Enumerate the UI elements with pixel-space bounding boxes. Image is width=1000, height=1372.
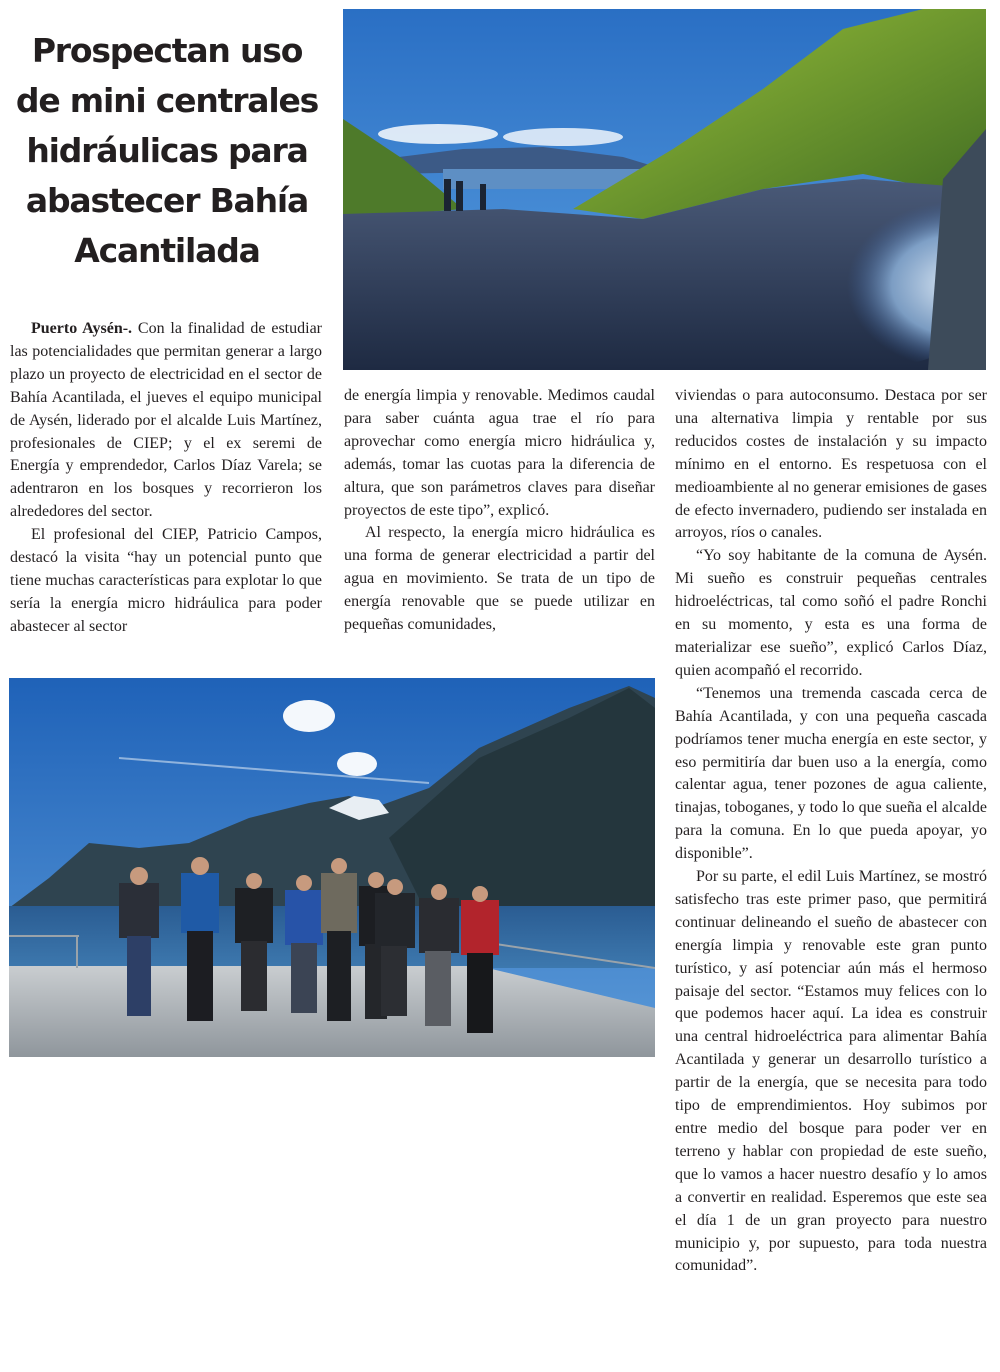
paragraph: “Yo soy habitante de la comuna de Aysén. Mi sueño es construir pequeñas centrales hidroeléctricas, tal como soñó el padre Ronchi en su momento, y esta es una forma de materializar ese sueño”, explicó Carlos Díaz, quien acompañó el recorrido. xyxy=(675,547,987,679)
paragraph: viviendas o para autoconsumo. Destaca por ser una alternativa limpia y rentable por sus reducidos costes de instalación y su impacto mínimo en el entorno. Es respetuosa con el medioambiente al no generar emisiones de gases de efecto invernadero, pudiendo ser instalada en arroyos, ríos o canales. xyxy=(675,387,987,542)
dateline: Puerto Aysén-. xyxy=(31,320,133,337)
headline-line: abastecer Bahía xyxy=(25,181,309,221)
group-image xyxy=(9,678,655,1057)
waterfall-image xyxy=(343,9,986,370)
waterfall-photo xyxy=(343,9,986,370)
paragraph: El profesional del CIEP, Patricio Campos, destacó la visita “hay un potencial punto que tiene muchas características para explotar lo que sería la energía micro hidráulica para poder abastecer al sector xyxy=(10,526,322,635)
article-column-3 xyxy=(675,385,987,1278)
headline-line: hidráulicas para xyxy=(26,131,308,171)
paragraph: de energía limpia y renovable. Medimos caudal para saber cuánta agua trae el río para aprovechar como energía micro hidráulica y, además, tomar las cuotas para la diferencia de altura, que son parámetros claves para diseñar proyectos de este tipo”, explicó. xyxy=(344,387,655,519)
paragraph-text: Con la finalidad de estudiar las potencialidades que permitan generar a largo plazo un proyecto de electricidad en el sector de Bahía Acantilada, el jueves el equipo municipal de Aysén, liderado por el alcalde Luis Martínez, profesionales de CIEP; y el ex seremi de Energía y emprendedor, Carlos Díaz Varela; se adentraron en los bosques y recorrieron los alrededores del sector. xyxy=(10,320,322,521)
paragraph: “Tenemos una tremenda cascada cerca de Bahía Acantilada, y con una pequeña cascada podríamos tener mucha energía en este sector, y eso permitiría dar buen uso a la energía, como calentar agua, tener pozones de agua caliente, tinajas, toboganes, y todo lo que sueña el alcalde para la comuna. En lo que pueda apoyar, yo disponible”. xyxy=(675,684,987,863)
paragraph xyxy=(10,318,322,524)
headline-line: Acantilada xyxy=(74,231,260,271)
headline-line: Prospectan uso xyxy=(31,31,303,71)
paragraph: Al respecto, la energía micro hidráulica es una forma de generar electricidad a partir del agua en movimiento. Se trata de un tipo de energía renovable que se puede utilizar en pequeñas comunidades, xyxy=(344,524,655,634)
paragraph: Por su parte, el edil Luis Martínez, se mostró satisfecho tras este primer paso, que permitirá continuar delineando el sueño de abastecer con energía limpia y renovable este gran punto turístico, y así potenciar aún más el hermoso paisaje del sector. “Estamos muy felices con lo que podemos hacer aquí. La idea es construir una central hidroeléctrica para alimentar Bahía Acantilada y generar un desarrollo turístico a partir de la energía, que se necesita para todo tipo de emprendimientos. Hoy subimos por entre medio del bosque para poder ver en terreno y hablar con propiedad de este sueño, que lo vamos a hacer nuestro desafío y lo amos a convertir en realidad. Esperemos que este sea el día 1 de un gran proyecto para nuestro municipio y, por supuesto, para toda nuestra comunidad”. xyxy=(675,868,987,1275)
article-headline xyxy=(6,26,328,276)
group-photo xyxy=(9,678,655,1057)
article-column-1 xyxy=(10,318,322,639)
headline-line: de mini centrales xyxy=(15,81,319,121)
article-column-2 xyxy=(344,385,655,637)
